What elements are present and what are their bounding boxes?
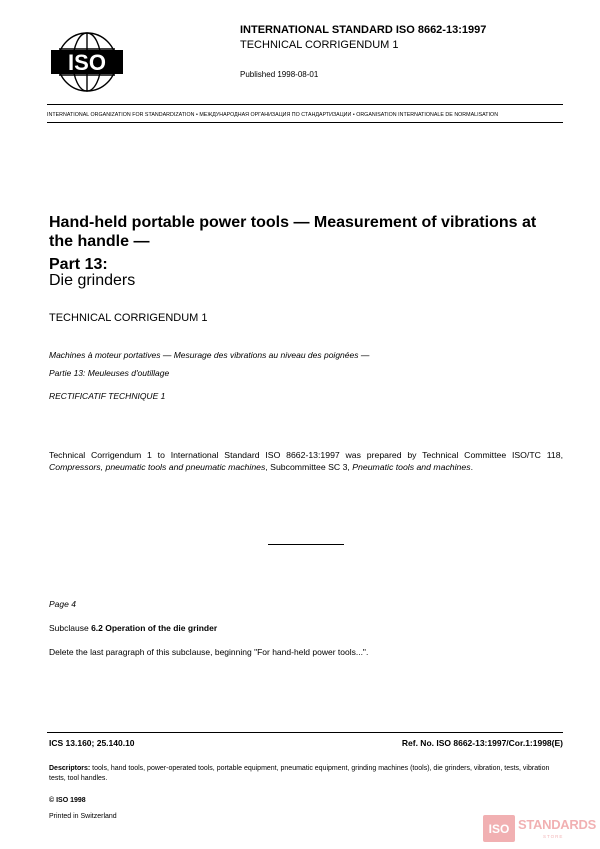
french-part: Partie 13: Meuleuses d'outillage [49, 368, 170, 378]
corrigendum-label: TECHNICAL CORRIGENDUM 1 [49, 312, 208, 324]
published-date: Published 1998-08-01 [240, 70, 319, 79]
footer-rule [47, 732, 563, 733]
organization-line: INTERNATIONAL ORGANIZATION FOR STANDARDIZATION • МЕЖДУНАРОДНАЯ ОРГАНИЗАЦИЯ ПО СТАНДАРТИЗАЦИИ • ORGANISATION INTERNATIONALE DE NORMALISATION [47, 112, 499, 118]
watermark-iso-box: ISO [483, 815, 515, 842]
intro-paragraph: Technical Corrigendum 1 to International Standard ISO 8662-13:1997 was prepared by Technical Committee ISO/TC 118, Compressors, pneumatic tools and pneumatic machines, Subcommittee SC 3, Pneumatic tools and machines. [49, 450, 563, 472]
header-title: INTERNATIONAL STANDARD ISO 8662-13:1997 [240, 24, 487, 36]
french-corrigendum: RECTIFICATIF TECHNIQUE 1 [49, 391, 166, 401]
header-rule-top [47, 104, 563, 105]
part-name: Die grinders [49, 272, 136, 289]
correction-instruction: Delete the last paragraph of this subclause, beginning "For hand-held power tools...". [49, 647, 369, 657]
french-title: Machines à moteur portatives — Mesurage des vibrations au niveau des poignées — [49, 350, 370, 360]
ics-code: ICS 13.160; 25.140.10 [49, 738, 135, 748]
store-watermark [483, 815, 596, 845]
printed-location: Printed in Switzerland [49, 813, 117, 820]
document-title: Hand-held portable power tools — Measurement of vibrations at the handle — [49, 214, 537, 250]
iso-logo [49, 29, 125, 95]
descriptors: Descriptors: tools, hand tools, power-operated tools, portable equipment, pneumatic equipment, grinding machines (tools), die grinders, vibration, tests, vibration tests, tool handles. [49, 765, 550, 782]
copyright: © ISO 1998 [49, 797, 86, 804]
svg-text:ISO: ISO [68, 50, 106, 75]
reference-number: Ref. No. ISO 8662-13:1997/Cor.1:1998(E) [401, 738, 563, 748]
header-subtitle: TECHNICAL CORRIGENDUM 1 [240, 39, 399, 51]
watermark-store: STORE [543, 834, 564, 839]
page-reference: Page 4 [49, 599, 76, 609]
separator-line [268, 544, 344, 545]
subclause-heading: Subclause 6.2 Operation of the die grinder [49, 623, 218, 633]
watermark-text: STANDARDS [518, 817, 596, 832]
part-label: Part 13: [49, 256, 108, 273]
header-rule-bottom [47, 122, 563, 123]
